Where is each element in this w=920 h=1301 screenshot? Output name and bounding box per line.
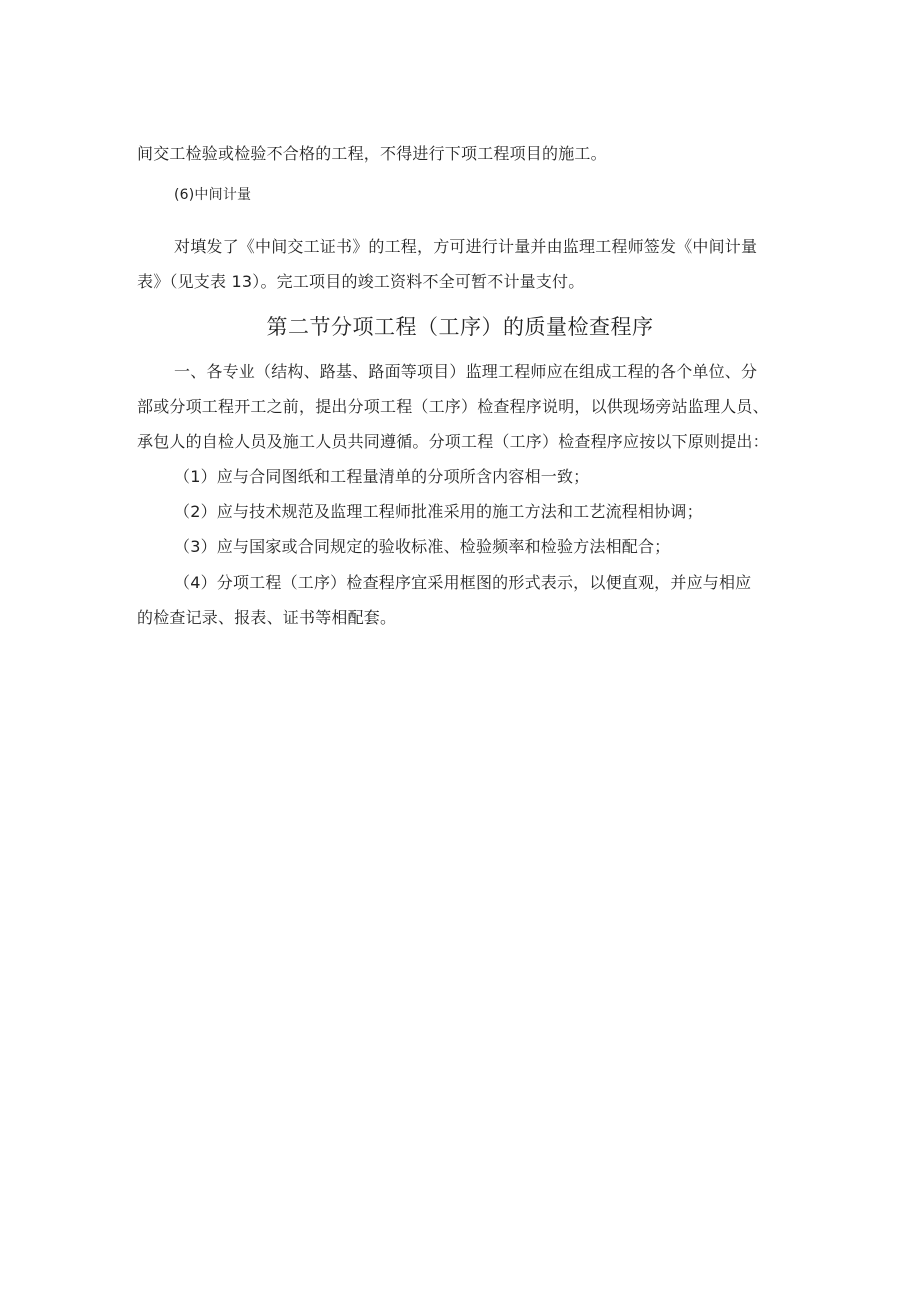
subheading-intermediate-measurement: (6)中间计量 <box>174 187 252 203</box>
paragraph-line: 部或分项工程开工之前，提出分项工程（工序）检查程序说明，以供现场旁站监理人员、 <box>137 397 769 416</box>
paragraph-line: 一、各专业（结构、路基、路面等项目）监理工程师应在组成工程的各个单位、分 <box>174 362 758 381</box>
paragraph-line: 承包人的自检人员及施工人员共同遵循。分项工程（工序）检查程序应按以下原则提出： <box>137 432 769 451</box>
paragraph-line: 的检查记录、报表、证书等相配套。 <box>137 608 397 627</box>
paragraph-line: 表》（见支表 13）。完工项目的竣工资料不全可暂不计量支付。 <box>137 272 585 291</box>
list-item: （4）分项工程（工序）检查程序宜采用框图的形式表示，以便直观，并应与相应 <box>174 573 752 592</box>
list-item: （3）应与国家或合同规定的验收标准、检验频率和检验方法相配合； <box>174 537 671 556</box>
paragraph-line: 对填发了《中间交工证书》的工程，方可进行计量并由监理工程师签发《中间计量 <box>174 237 758 256</box>
list-item: （1）应与合同图纸和工程量清单的分项所含内容相一致； <box>174 467 590 486</box>
section-title: 第二节分项工程（工序）的质量检查程序 <box>266 315 654 339</box>
list-item: （2）应与技术规范及监理工程师批准采用的施工方法和工艺流程相协调； <box>174 502 703 521</box>
paragraph-line: 间交工检验或检验不合格的工程，不得进行下项工程项目的施工。 <box>137 144 607 163</box>
